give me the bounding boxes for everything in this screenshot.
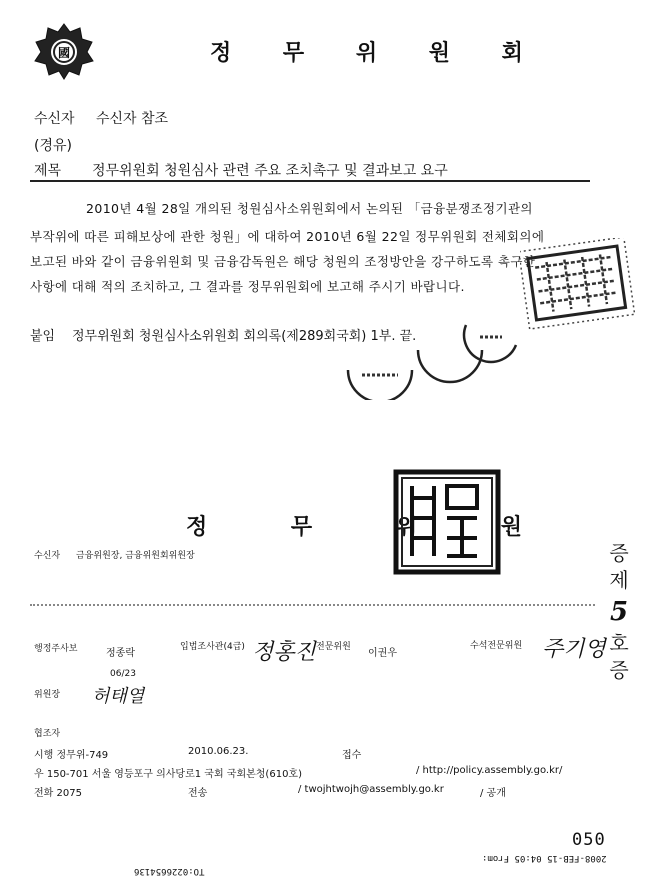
side-stamp-char-2: 제	[609, 568, 629, 592]
side-stamp-char-3: 호	[609, 631, 629, 655]
drafter-date: 06/23	[110, 669, 136, 679]
cooperator-label: 협조자	[34, 729, 61, 739]
recipient-label: 수신자	[34, 111, 75, 127]
side-stamp-char-4: 증	[609, 658, 629, 682]
chair-label: 위원장	[34, 690, 61, 700]
chair-signature: 허태열	[92, 686, 145, 707]
attachment-label: 붙임	[30, 329, 56, 344]
subject-value: 정무위원회 청원심사 관련 주요 조치촉구 및 결과보고 요구	[92, 163, 448, 179]
website-url: / http://policy.assembly.go.kr/	[416, 765, 563, 776]
side-stamp-number: 5	[609, 597, 629, 627]
expert-name: 이권우	[368, 648, 397, 659]
reviewer-signature: 정홍진	[252, 640, 316, 665]
lower-recipient-label: 수신자	[34, 551, 61, 561]
lower-title: 정 무 위 원	[186, 515, 560, 540]
phone: 전화 2075	[34, 788, 82, 799]
chief-label: 수석전문위원	[470, 641, 523, 651]
subject-underline	[30, 180, 590, 182]
email: / twojhtwojh@assembly.go.kr	[298, 784, 444, 795]
fax-footer: TO:0226654136	[134, 866, 205, 876]
attachment-value: 정무위원회 청원심사소위원회 회의록(제289회국회) 1부. 끝.	[72, 329, 417, 344]
body-line-1: 2010년 4월 28일 개의된 청원심사소위원회에서 논의된 「금융분쟁조정기관의	[86, 201, 533, 216]
committee-square-seal	[392, 468, 502, 576]
fax-label: 전송	[188, 788, 208, 799]
enforcement-number: 시행 정무위-749	[34, 750, 109, 761]
side-stamp-char-1: 증	[609, 541, 629, 565]
subject-label: 제목	[34, 163, 62, 179]
receipt-label: 접수	[342, 750, 362, 761]
faded-text-line	[30, 604, 595, 610]
document-title: 정 무 위 원 회	[210, 41, 545, 66]
national-assembly-seal	[30, 20, 98, 82]
body-line-2: 부작위에 따른 피해보상에 관한 청원」에 대하여 2010년 6월 22일 정무위원회 전체회의에	[30, 229, 545, 244]
side-stamp	[604, 540, 634, 684]
round-stamp-cluster	[340, 315, 520, 400]
svg-text:國: 國	[57, 46, 71, 60]
drafter-name: 정종락	[106, 648, 135, 659]
public-label: / 공개	[480, 788, 506, 799]
approval-stamp	[520, 238, 635, 333]
reviewer-label: 입법조사관(4급)	[180, 642, 245, 652]
drafter-label: 행정주사보	[34, 644, 78, 654]
address: 우 150-701 서울 영등포구 의사당로1 국회 국회본청(610호)	[34, 769, 302, 780]
chief-signature: 주기영	[542, 637, 606, 662]
expert-label: 전문위원	[316, 642, 351, 652]
via-label: (경유)	[34, 138, 72, 154]
recipient-value: 수신자 참조	[96, 111, 169, 127]
body-line-3: 보고된 바와 같이 금융위원회 및 금융감독원은 해당 청원의 조정방안을 강구하도록 촉구한	[30, 254, 536, 269]
enforcement-date: 2010.06.23.	[188, 746, 249, 757]
fax-header: 2008-FEB-15 04:05 From:	[482, 853, 607, 863]
page-number: 050	[572, 830, 606, 850]
lower-recipient-value: 금융위원장, 금융위원회위원장	[76, 551, 195, 561]
body-line-4: 사항에 대해 적의 조치하고, 그 결과를 정무위원회에 보고해 주시기 바랍니다.	[30, 279, 465, 294]
